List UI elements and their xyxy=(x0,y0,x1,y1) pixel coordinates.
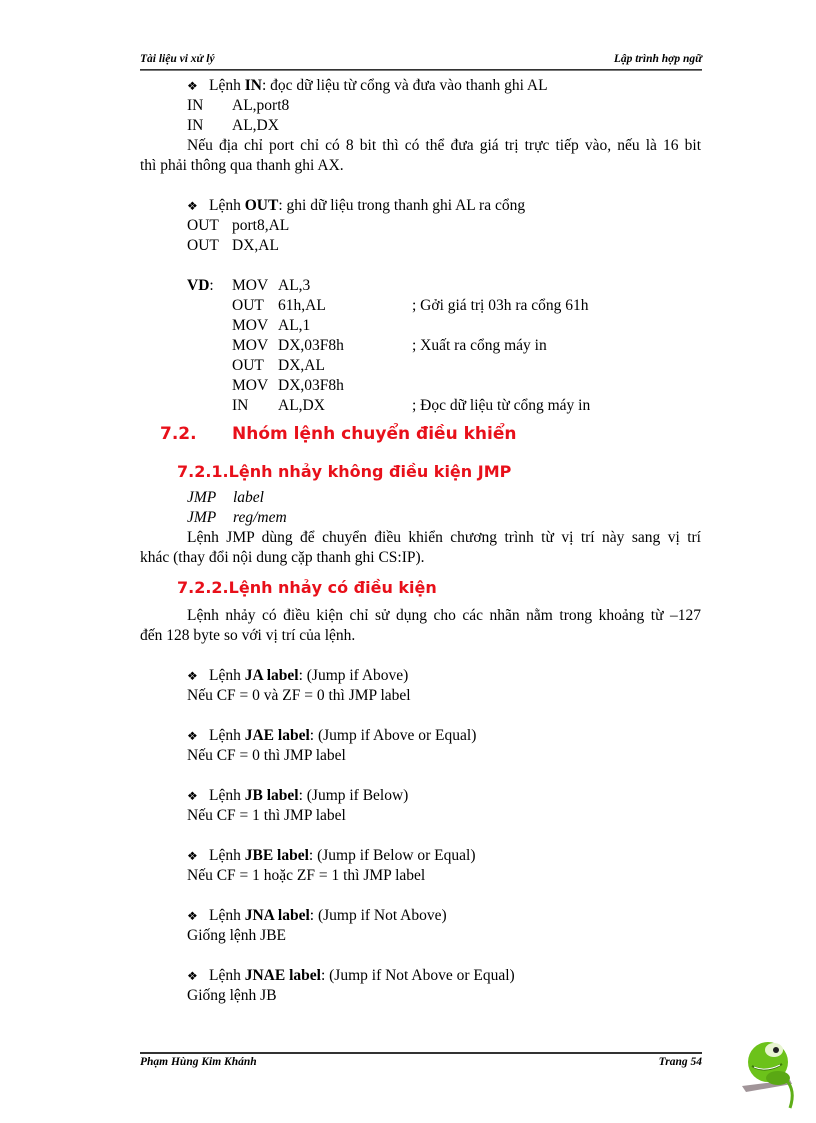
paragraph-line: Lệnh nhảy có điều kiện chỉ sử dụng cho các nhãn nằm trong khoảng từ –127 xyxy=(187,607,701,624)
section-heading-7-2-1: 7.2.1.Lệnh nhảy không điều kiện JMP xyxy=(177,462,512,481)
header-rule xyxy=(140,69,702,71)
jump-item: ❖ Lệnh JAE label: (Jump if Above or Equal) xyxy=(187,727,477,744)
footer-page-number: Trang 54 xyxy=(658,1056,702,1068)
code-line: IN AL,DX ; Đọc dữ liệu từ cổng máy in xyxy=(232,397,591,414)
out-bullet-item: ❖ Lệnh OUT: ghi dữ liệu trong thanh ghi AL ra cổng xyxy=(187,197,526,214)
paragraph-line: thì phải thông qua thanh ghi AX. xyxy=(140,157,344,174)
jump-item: ❖ Lệnh JNAE label: (Jump if Not Above or Equal) xyxy=(187,967,515,984)
jump-item: ❖ Lệnh JNA label: (Jump if Not Above) xyxy=(187,907,447,924)
jump-item: ❖ Lệnh JA label: (Jump if Above) xyxy=(187,667,409,684)
section-heading-7-2-2: 7.2.2.Lệnh nhảy có điều kiện xyxy=(177,578,437,597)
jump-item-detail: Nếu CF = 0 và ZF = 0 thì JMP label xyxy=(187,687,411,704)
syntax-line: JMP reg/mem xyxy=(187,509,287,526)
bullet-icon: ❖ xyxy=(187,669,198,683)
bullet-icon: ❖ xyxy=(187,79,198,93)
example-label: VD: xyxy=(187,277,214,294)
code-line: IN AL,DX xyxy=(187,117,279,134)
code-line: OUT 61h,AL ; Gởi giá trị 03h ra cổng 61h xyxy=(232,297,589,314)
bullet-icon: ❖ xyxy=(187,199,198,213)
header-left-title: Tài liệu vi xử lý xyxy=(140,53,215,65)
bullet-icon: ❖ xyxy=(187,789,198,803)
code-line: OUT DX,AL xyxy=(187,237,279,254)
section-heading-7-2: 7.2. Nhóm lệnh chuyển điều khiển xyxy=(160,424,517,444)
paragraph-line: Nếu địa chỉ port chỉ có 8 bit thì có thể đưa giá trị trực tiếp vào, nếu là 16 bit xyxy=(187,137,701,154)
syntax-line: JMP label xyxy=(187,489,264,506)
jump-item-detail: Nếu CF = 0 thì JMP label xyxy=(187,747,346,764)
jump-item-detail: Nếu CF = 1 thì JMP label xyxy=(187,807,346,824)
code-comment: ; Gởi giá trị 03h ra cổng 61h xyxy=(412,297,589,314)
paragraph-line: Lệnh JMP dùng để chuyển điều khiển chương trình từ vị trí này sang vị trí xyxy=(187,529,701,546)
jump-item-detail: Giống lệnh JB xyxy=(187,987,277,1004)
footer-author: Phạm Hùng Kim Khánh xyxy=(140,1056,257,1068)
code-line: MOV DX,03F8h ; Xuất ra cổng máy in xyxy=(232,337,547,354)
code-line: MOV DX,03F8h xyxy=(232,377,344,394)
in-bullet-item: ❖ Lệnh IN: đọc dữ liệu từ cổng và đưa vào thanh ghi AL xyxy=(187,77,548,94)
footer-rule xyxy=(140,1052,702,1054)
out-keyword: OUT xyxy=(244,197,279,214)
jump-item-detail: Nếu CF = 1 hoặc ZF = 1 thì JMP label xyxy=(187,867,426,884)
jump-item: ❖ Lệnh JB label: (Jump if Below) xyxy=(187,787,409,804)
code-line: IN AL,port8 xyxy=(187,97,290,114)
code-line: OUT DX,AL xyxy=(232,357,325,374)
in-keyword: IN xyxy=(244,77,262,94)
jump-item-detail: Giống lệnh JBE xyxy=(187,927,287,944)
bullet-icon: ❖ xyxy=(187,729,198,743)
code-comment: ; Xuất ra cổng máy in xyxy=(412,337,547,354)
page-footer xyxy=(140,1056,702,1074)
header-right-title: Lập trình hợp ngữ xyxy=(613,53,702,65)
bullet-icon: ❖ xyxy=(187,969,198,983)
jump-item: ❖ Lệnh JBE label: (Jump if Below or Equal) xyxy=(187,847,476,864)
code-line: OUT port8,AL xyxy=(187,217,290,234)
paragraph-line: khác (thay đổi nội dung cặp thanh ghi CS:IP). xyxy=(140,549,425,566)
code-comment: ; Đọc dữ liệu từ cổng máy in xyxy=(412,397,591,414)
paragraph-line: đến 128 byte so với vị trí của lệnh. xyxy=(140,627,356,644)
chameleon-mascot-icon xyxy=(738,1030,808,1110)
bullet-icon: ❖ xyxy=(187,909,198,923)
code-line: MOV AL,1 xyxy=(232,317,311,334)
bullet-icon: ❖ xyxy=(187,849,198,863)
code-line: MOV AL,3 xyxy=(232,277,311,294)
